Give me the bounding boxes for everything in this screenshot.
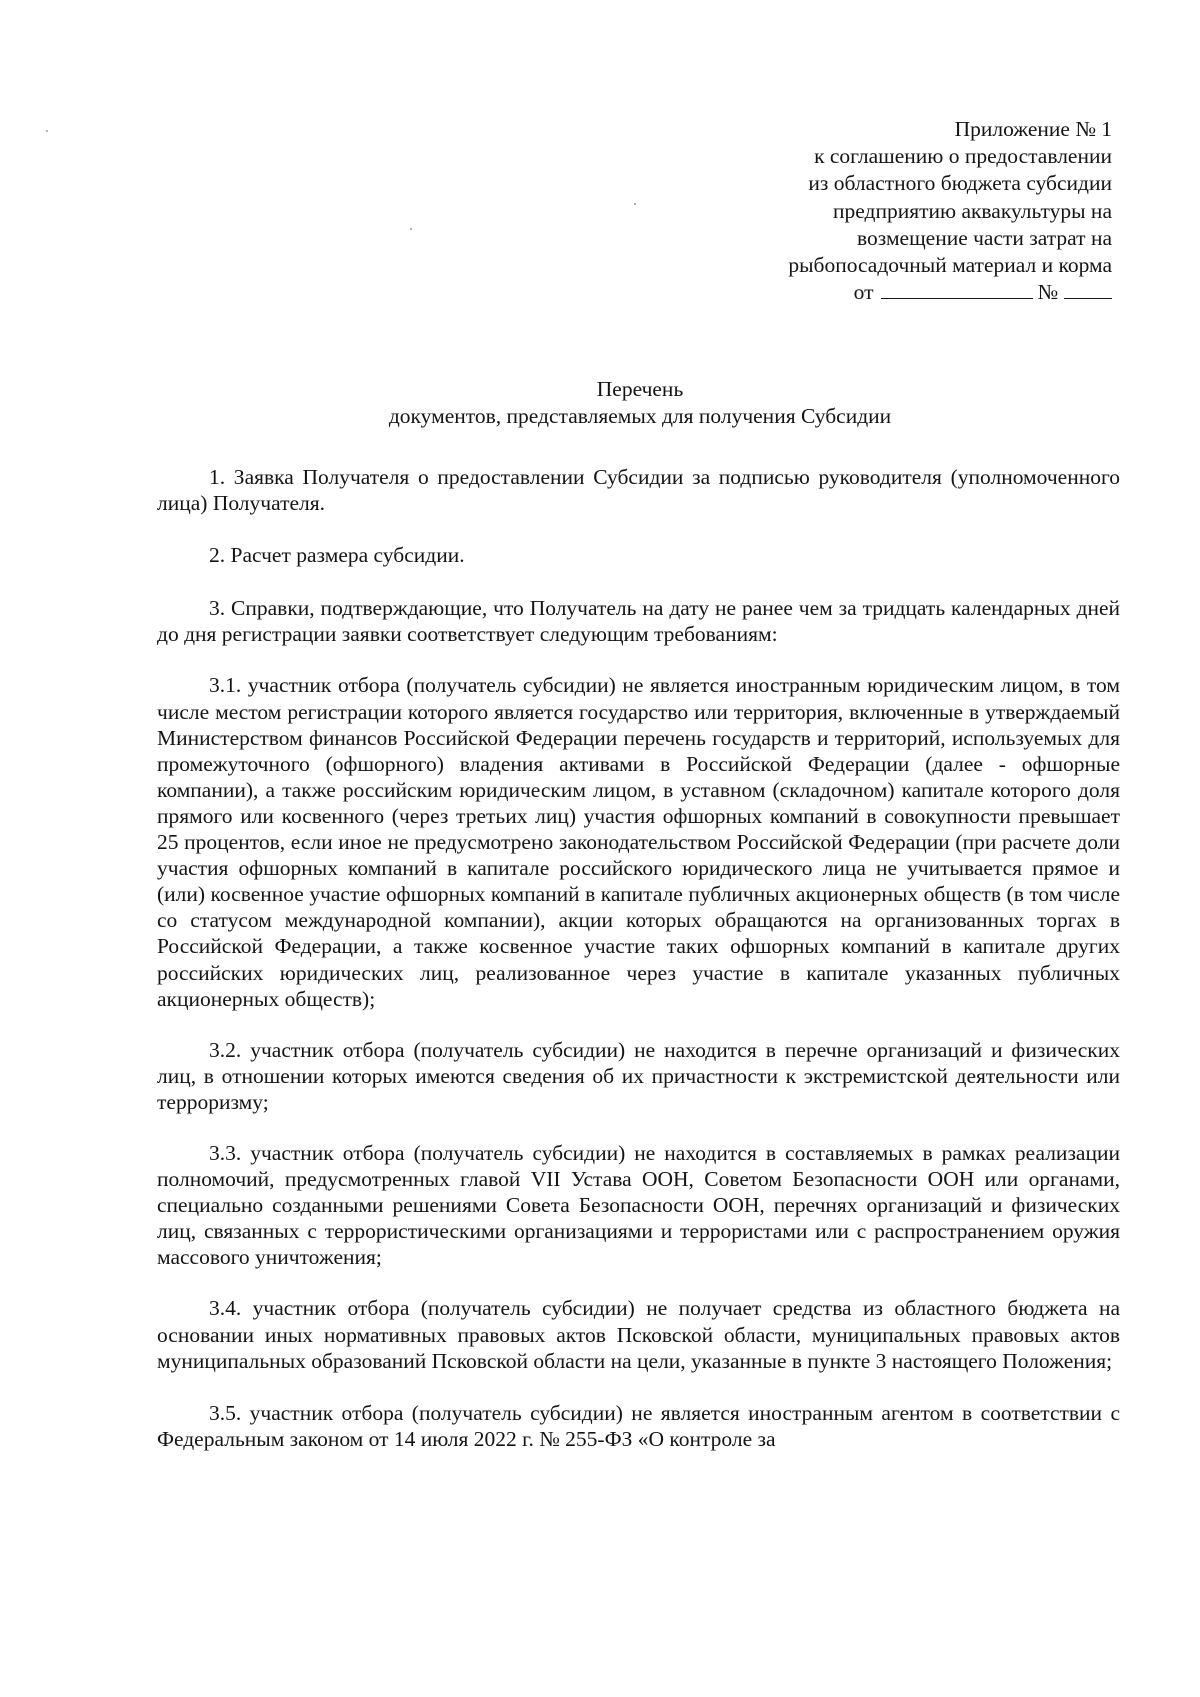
paragraph-3: 3. Справки, подтверждающие, что Получатель на дату не ранее чем за тридцать календарных дней до дня регистрации заявки соответствует следующим требованиям: [157,596,1120,647]
appendix-line: из областного бюджета субсидии [808,171,1112,196]
paragraph-3-3: 3.3. участник отбора (получатель субсидии) не находится в составляемых в рамках реализации полномочий, предусмотренных главой VII Устава ООН, Советом Безопасности ООН или органами, специально созданными решениями Совета Безопасности ООН, перечнях организаций и физических лиц, связанных с террористическими организациями и террористами или с распространением оружия массового уничтожения; [157,1140,1120,1270]
paragraph-3-5: 3.5. участник отбора (получатель субсидии) не является иностранным агентом в соответствии с Федеральным законом от 14 июля 2022 г. № 255-ФЗ «О контроле за [157,1400,1120,1451]
date-blank [881,279,1033,299]
scan-speck [410,228,412,230]
paragraph-3-1: 3.1. участник отбора (получатель субсидии) не является иностранным юридическим лицом, в том числе местом регистрации которого является государство или территория, включенные в утверждаемый Министерством финансов Российской Федерации перечень государств и территорий, используемых для промежуточного (офшорного) владения активами в Российской Федерации (далее - офшорные компании), а также российским юридическим лицом, в уставном (складочном) капитале которого доля прямого или косвенного (через третьих лиц) участия офшорных компаний в совокупности превышает 25 процентов, если иное не предусмотрено законодательством Российской Федерации (при расчете доли участия офшорных компаний в капитале российского юридического лица не учитывается прямое и (или) косвенное участие офшорных компаний в капитале публичных акционерных обществ (в том числе со статусом международной компании), акции которых обращаются на организованных торгах в Российской Федерации, а также косвенное участие таких офшорных компаний в капитале других российских юридических лиц, реализованное через участие в капитале указанных публичных акционерных обществ); [157,673,1120,1011]
appendix-line: к соглашению о предоставлении [814,144,1112,169]
date-prefix: от [853,280,874,305]
scan-speck [46,130,48,132]
number-blank [1064,279,1112,299]
appendix-number: Приложение № 1 [954,117,1112,141]
paragraph-1: 1. Заявка Получателя о предоставлении Субсидии за подписью руководителя (уполномоченного лица) Получателя. [157,465,1120,516]
title-line: Перечень [596,377,684,401]
subtitle-line: документов, представляемых для получения Субсидии [388,404,892,428]
appendix-header [692,116,1112,306]
number-sign: № [1037,280,1058,305]
scan-speck [634,203,636,205]
agreement-date-line [692,279,1112,306]
appendix-line: рыбопосадочный материал и корма [788,253,1112,278]
appendix-line: предприятию аквакультуры на [833,198,1112,223]
appendix-line: возмещение части затрат на [857,225,1112,250]
paragraph-2: 2. Расчет размера субсидии. [209,543,465,568]
document-title [160,376,1120,430]
paragraph-3-4: 3.4. участник отбора (получатель субсидии) не получает средства из областного бюджета на основании иных нормативных правовых актов Псковской области, муниципальных правовых актов муниципальных образований Псковской области на цели, указанные в пункте 3 настоящего Положения; [157,1296,1120,1373]
paragraph-3-2: 3.2. участник отбора (получатель субсидии) не находится в перечне организаций и физических лиц, в отношении которых имеются сведения об их причастности к экстремистской деятельности или терроризму; [157,1037,1120,1114]
document-body [157,464,1120,1452]
